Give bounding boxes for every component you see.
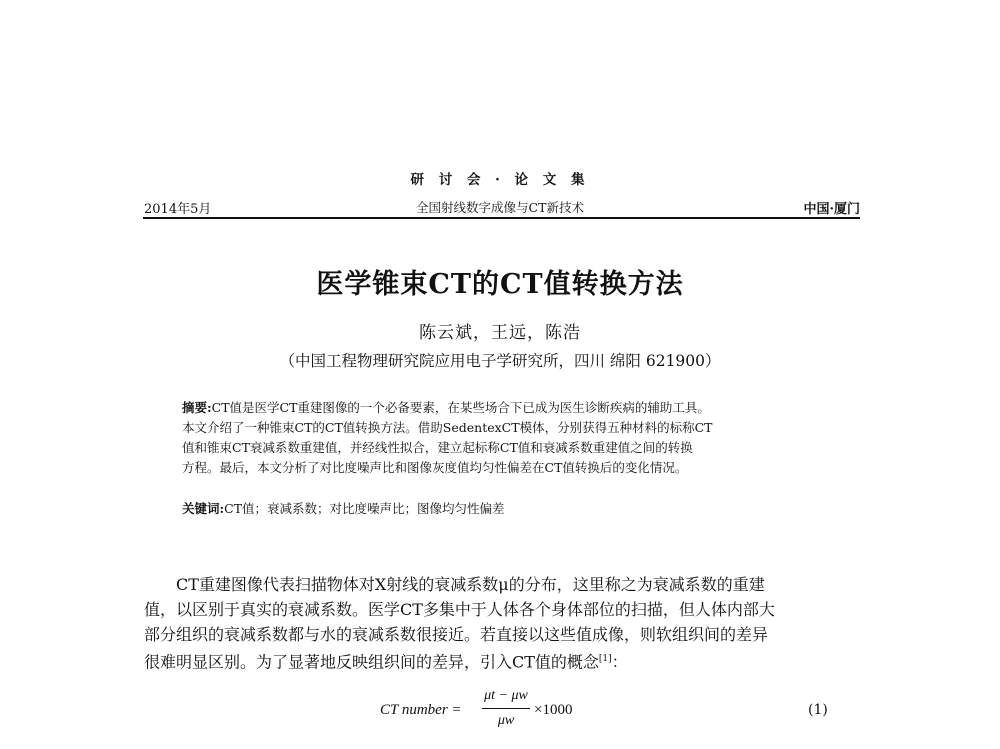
paper-authors: 陈云斌，王远，陈浩: [419, 323, 581, 343]
paper-affiliation: （中国工程物理研究院应用电子学研究所，四川 绵阳 621900）: [279, 352, 721, 370]
body-line: [144, 647, 860, 672]
keywords-text: CT值；衰减系数；对比度噪声比；图像均匀性偏差: [224, 501, 505, 516]
abstract-text: CT值是医学CT重建图像的一个必备要素，在某些场合下已成为医生诊断疾病的辅助工具。: [211, 400, 710, 415]
abstract-line: 方程。最后，本文分析了对比度噪声比和图像灰度值均匀性偏差在CT值转换后的变化情况。: [182, 460, 688, 475]
equation-denominator: μw: [497, 713, 515, 728]
conference-title: 研 讨 会 · 论 文 集: [410, 172, 590, 188]
citation-marker[interactable]: [1]: [598, 654, 612, 664]
header-divider: [143, 217, 860, 219]
header-location: 中国·厦门: [803, 202, 860, 217]
body-line-text: 很难明显区别。为了显著地反映组织间的差异，引入CT值的概念: [144, 652, 599, 672]
paper-title: 医学锥束CT的CT值转换方法: [316, 269, 684, 300]
abstract: [182, 398, 818, 478]
keywords: [182, 499, 818, 517]
body-line: 部分组织的衰减系数都与水的衰减系数很接近。若直接以这些值成像，则软组织间的差异: [144, 625, 769, 644]
abstract-line: 值和锥束CT衰减系数重建值，并经线性拟合，建立起标称CT值和衰减系数重建值之间的转换: [182, 440, 693, 455]
fraction-bar: [482, 708, 530, 709]
header-date: 2014年5月: [144, 202, 212, 217]
equation: [380, 688, 680, 744]
abstract-line: 本文介绍了一种锥束CT的CT值转换方法。借助SedentexCT模体，分别获得五种材料的标称CT: [182, 420, 713, 435]
body-line: 值，以区别于真实的衰减系数。医学CT多集中于人体各个身体部位的扫描，但人体内部大: [144, 600, 775, 619]
conference-subtitle: 全国射线数字成像与CT新技术: [416, 200, 584, 215]
body-line-suffix: ：: [611, 652, 628, 672]
equation-fraction: [482, 688, 530, 729]
body-line: CT重建图像代表扫描物体对X射线的衰减系数μ的分布，这里称之为衰减系数的重建: [176, 575, 765, 594]
abstract-line: [182, 398, 818, 418]
keywords-label: 关键词:: [182, 501, 225, 516]
equation-multiplier: ×1000: [534, 702, 573, 718]
equation-lhs: CT number =: [380, 702, 462, 718]
body-paragraph: [144, 572, 860, 672]
equation-number: (1): [808, 702, 828, 718]
abstract-label: 摘要:: [182, 400, 212, 415]
equation-numerator: μt − μw: [484, 688, 528, 703]
